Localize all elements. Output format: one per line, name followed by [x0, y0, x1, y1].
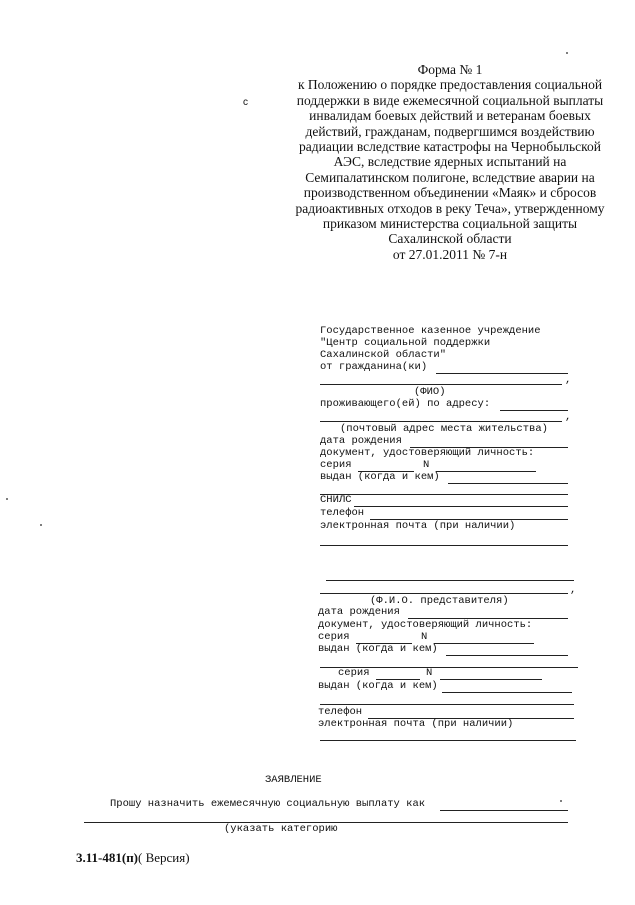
form-header — [270, 62, 630, 262]
rep-id-document-label: документ, удостоверяющий личность: — [318, 619, 533, 631]
form-number: Форма № 1 — [417, 62, 483, 77]
fio-caption: (ФИО) — [414, 386, 446, 398]
id-document-label: документ, удостоверяющий личность: — [320, 447, 535, 459]
header-line: к Положению о порядке предоставления социальной — [297, 77, 603, 93]
header-line: приказом министерства социальной защиты — [322, 216, 578, 232]
rep-issued-label-2: выдан (когда и кем) — [318, 680, 438, 692]
rep-series-label: серия — [318, 631, 350, 643]
form-code-number: 3.11-481(п) — [76, 850, 139, 865]
header-line: поддержки в виде ежемесячной социальной выплаты — [296, 92, 604, 108]
scan-mark: c — [243, 97, 248, 108]
series-label: серия — [320, 459, 352, 471]
rep-issued-field-3[interactable] — [442, 692, 572, 693]
category-field[interactable] — [440, 810, 568, 811]
issued-field-2[interactable] — [320, 494, 568, 495]
form-version: ( Версия) — [138, 850, 190, 865]
statement-request: Прошу назначить ежемесячную социальную выплату как — [110, 798, 426, 810]
scan-dot — [560, 800, 562, 802]
header-line: АЭС, вследствие ядерных испытаний на — [333, 154, 567, 170]
citizen-name-field[interactable] — [436, 373, 568, 374]
scan-dot — [40, 524, 42, 526]
header-line: радиоактивных отходов в реку Теча», утвержденному — [295, 200, 605, 216]
postal-address-caption: (почтовый адрес места жительства) — [340, 423, 548, 435]
number-field[interactable] — [436, 471, 536, 472]
citizen-name-field-2[interactable] — [320, 384, 562, 385]
header-line: от 27.01.2011 № 7-н — [392, 246, 508, 262]
institution-line-2: "Центр социальной поддержки — [320, 337, 491, 349]
form-code — [76, 850, 190, 866]
rep-number-label-2: N — [426, 667, 433, 679]
number-label: N — [423, 459, 430, 471]
snils-field[interactable] — [354, 506, 568, 507]
email-field[interactable] — [320, 545, 568, 546]
address-field-2[interactable] — [320, 421, 562, 422]
residing-label: проживающего(ей) по адресу: — [320, 398, 491, 410]
rep-birth-date-label: дата рождения — [318, 606, 400, 618]
header-line: радиации вследствие катастрофы на Чернобыльской — [299, 139, 601, 155]
address-field[interactable] — [500, 410, 568, 411]
issued-field[interactable] — [448, 483, 568, 484]
header-line: инвалидам боевых действий и ветеранам боевых — [309, 108, 591, 124]
scan-dot — [566, 52, 568, 54]
statement-title: ЗАЯВЛЕНИЕ — [265, 774, 322, 786]
representative-name-field-2[interactable] — [320, 593, 568, 594]
email-label: электронная почта (при наличии) — [320, 520, 516, 532]
institution-line-3: Сахалинской области" — [320, 349, 447, 361]
header-line: действий, гражданам, подвергшимся воздействию — [305, 123, 595, 139]
representative-name-field[interactable] — [326, 580, 574, 581]
category-caption: (указать категорию — [224, 823, 338, 835]
header-line: Семипалатинском полигоне, вследствие аварии на — [305, 169, 595, 185]
rep-number-field-2[interactable] — [440, 679, 542, 680]
header-line: производственном объединении «Маяк» и сбросов — [303, 185, 597, 201]
rep-email-field[interactable] — [320, 740, 576, 741]
rep-series-label-2: серия — [338, 667, 370, 679]
institution-line-1: Государственное казенное учреждение — [320, 325, 541, 337]
snils-label: СНИЛС — [320, 494, 352, 506]
rep-issued-field-4[interactable] — [320, 704, 574, 705]
rep-number-label: N — [421, 631, 428, 643]
issued-label: выдан (когда и кем) — [320, 471, 440, 483]
rep-issued-field[interactable] — [446, 655, 568, 656]
header-line: Сахалинской области — [388, 231, 512, 247]
comma-mark: , — [570, 584, 577, 596]
representative-fio-caption: (Ф.И.О. представителя) — [370, 595, 509, 607]
from-citizen-label: от гражданина(ки) — [320, 361, 428, 373]
rep-number-field[interactable] — [434, 643, 534, 644]
scan-dot — [6, 498, 8, 500]
rep-phone-label: телефон — [318, 706, 363, 718]
birth-date-label: дата рождения — [320, 435, 402, 447]
rep-issued-label: выдан (когда и кем) — [318, 643, 438, 655]
phone-label: телефон — [320, 507, 365, 519]
comma-mark: , — [565, 411, 572, 423]
rep-email-label: электронная почта (при наличии) — [318, 718, 514, 730]
comma-mark: , — [565, 374, 572, 386]
